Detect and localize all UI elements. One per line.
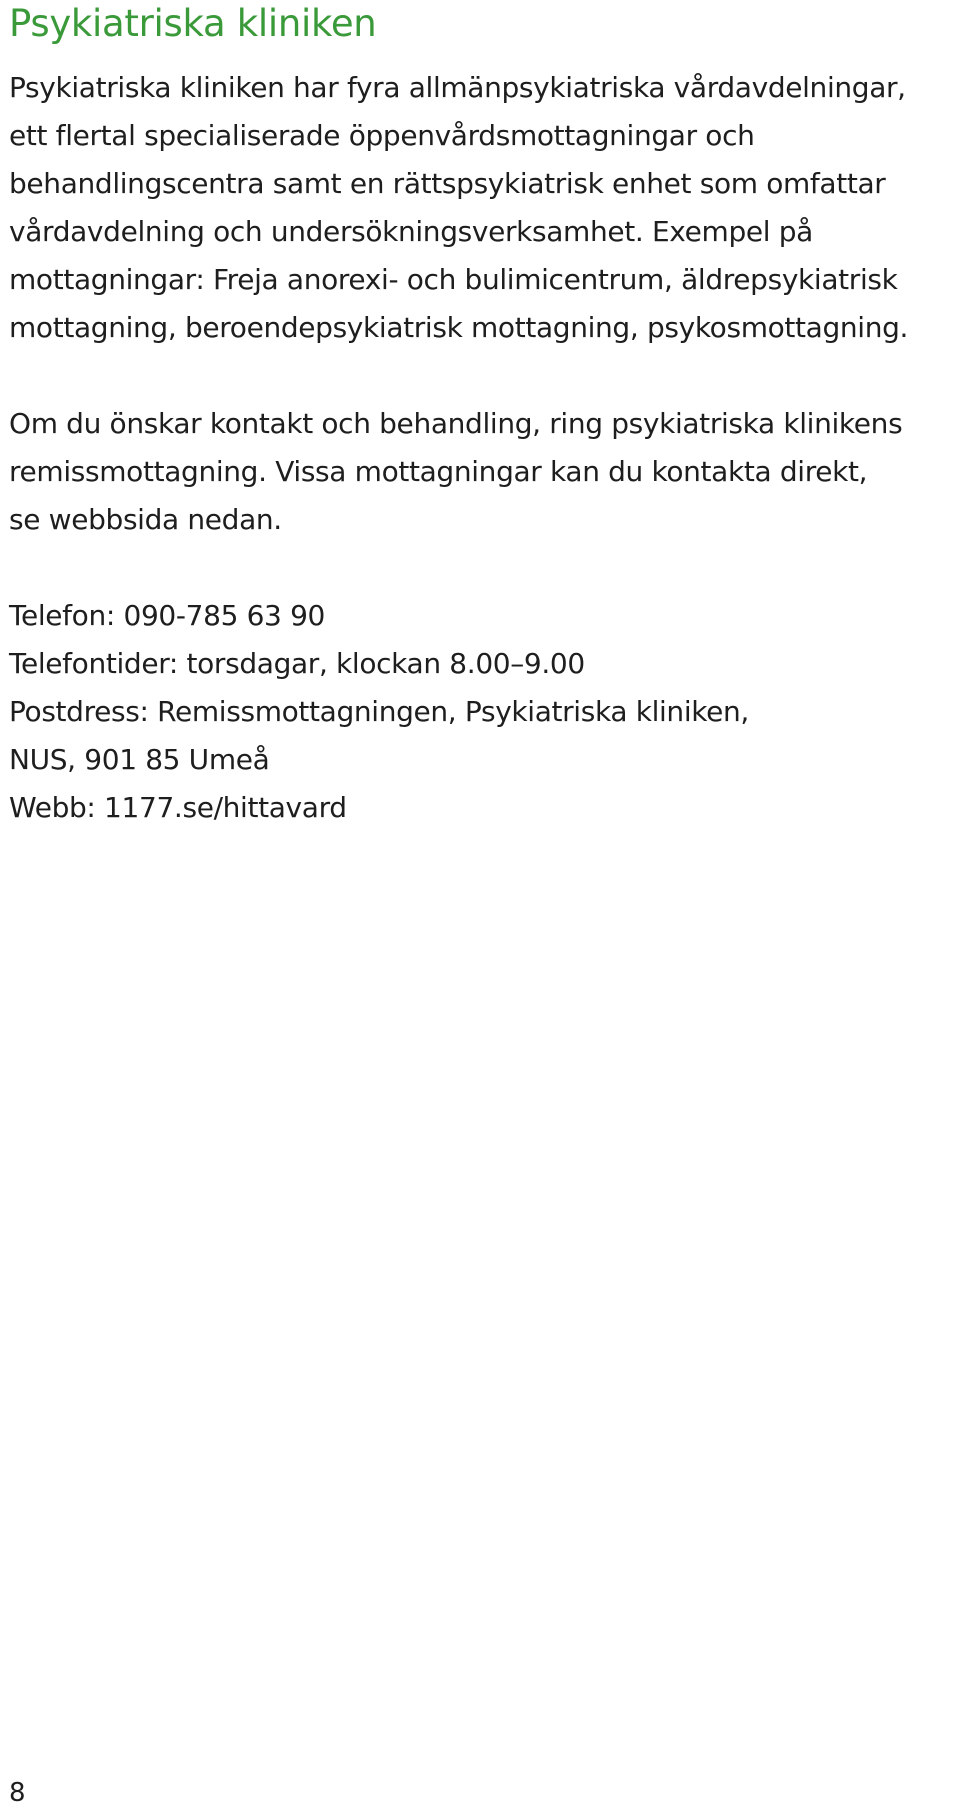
- contact-info: [9, 592, 954, 832]
- intro-line: mottagningar: Freja anorexi- och bulimicentrum, äldrepsykiatrisk: [9, 263, 898, 296]
- intro-line: Psykiatriska kliniken har fyra allmänpsykiatriska vårdavdelningar,: [9, 71, 906, 104]
- postal-address-line2: NUS, 901 85 Umeå: [9, 743, 270, 776]
- phone-hours: Telefontider: torsdagar, klockan 8.00–9.00: [9, 647, 585, 680]
- postal-address-line1: Postdress: Remissmottagningen, Psykiatriska kliniken,: [9, 695, 749, 728]
- page-title: Psykiatriska kliniken: [9, 2, 377, 45]
- contact-paragraph: [9, 400, 954, 544]
- intro-line: vårdavdelning och undersökningsverksamhet. Exempel på: [9, 215, 813, 248]
- intro-line: mottagning, beroendepsykiatrisk mottagning, psykosmottagning.: [9, 311, 909, 344]
- intro-paragraph: [9, 64, 954, 352]
- phone-number: Telefon: 090-785 63 90: [9, 599, 325, 632]
- contact-line: remissmottagning. Vissa mottagningar kan du kontakta direkt,: [9, 455, 868, 488]
- contact-line: Om du önskar kontakt och behandling, ring psykiatriska klinikens: [9, 407, 903, 440]
- page-number: 8: [9, 1778, 26, 1808]
- document-page: [9, 0, 954, 832]
- intro-line: ett flertal specialiserade öppenvårdsmottagningar och: [9, 119, 755, 152]
- web-address: Webb: 1177.se/hittavard: [9, 791, 347, 824]
- contact-line: se webbsida nedan.: [9, 503, 282, 536]
- intro-line: behandlingscentra samt en rättspsykiatrisk enhet som omfattar: [9, 167, 886, 200]
